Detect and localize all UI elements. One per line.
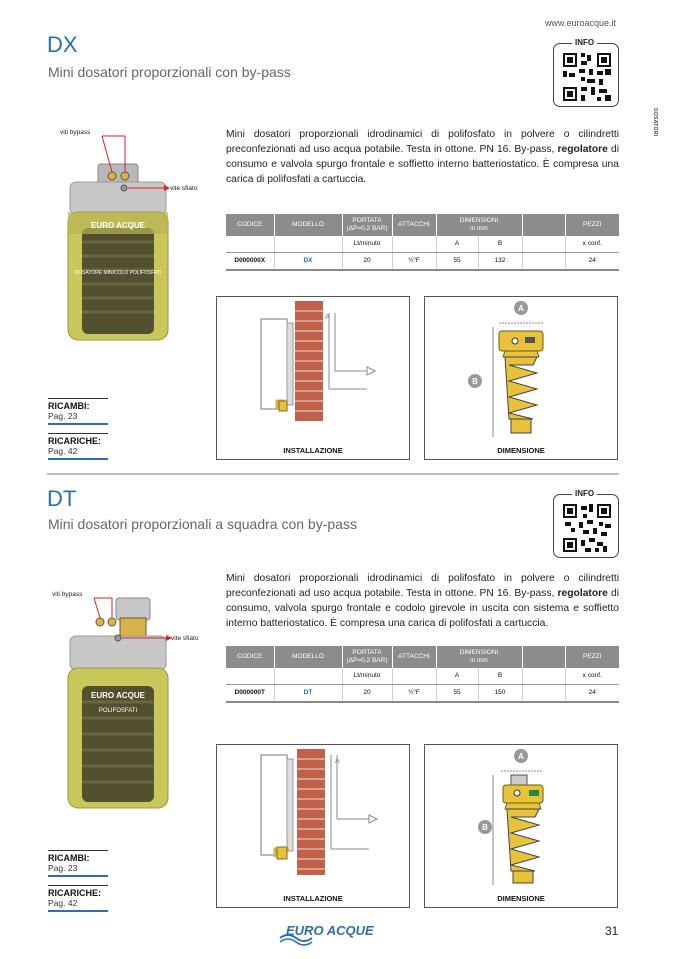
qr-code-info[interactable]	[553, 489, 619, 558]
qr-code-info[interactable]	[553, 38, 619, 107]
col-pezzi: PEZZI	[565, 214, 619, 236]
dimension-marker-a: A	[518, 752, 524, 761]
section-dt	[0, 478, 678, 918]
col-attacchi: ATTACCHI	[392, 214, 436, 236]
dosatore-dt-illustration	[38, 591, 199, 813]
col-dimensioni: DIMENSIONI in mm	[436, 214, 522, 236]
ricariche-link[interactable]: RICARICHE: Pag. 42	[48, 433, 108, 460]
ricambi-link[interactable]: RICAMBI: Pag. 23	[48, 850, 108, 877]
spec-table	[226, 214, 619, 271]
ricambi-block	[48, 398, 108, 468]
product-subtitle: Mini dosatori proporzionali a squadra con by-pass	[48, 516, 357, 532]
callout-vite-sfiato-dt: vite sfiato	[171, 635, 199, 642]
site-url[interactable]: www.euroacque.it	[544, 18, 616, 28]
col-dimensioni: DIMENSIONI in mm	[436, 646, 522, 668]
callout-viti-bypass-dt: viti bypass	[52, 591, 83, 598]
euroacque-logo	[278, 918, 388, 944]
col-portata: PORTATA (ΔP=0,2 BAR)	[342, 214, 392, 236]
section-dx	[0, 0, 678, 475]
spec-unit-row: Lt/minuto A B x conf.	[226, 236, 619, 252]
qr-info-label: INFO	[572, 38, 597, 47]
svg-text:A: A	[325, 314, 330, 321]
dimension-diagram	[424, 296, 618, 460]
product-image-dt	[38, 591, 199, 813]
description-bold: regolatore	[557, 144, 608, 155]
col-pezzi: PEZZI	[565, 646, 619, 668]
qr-code-icon	[563, 53, 611, 101]
spec-header-row	[226, 646, 619, 668]
col-empty	[522, 646, 565, 668]
dimension-drawing	[425, 297, 617, 441]
page-number: 31	[605, 924, 619, 938]
dimension-marker-b: B	[482, 823, 488, 832]
dosatore-dx-illustration	[38, 124, 198, 344]
installation-drawing	[217, 297, 409, 437]
qr-info-label: INFO	[572, 489, 597, 498]
ricambi-block	[48, 850, 108, 920]
ricariche-link[interactable]: RICARICHE: Pag. 42	[48, 885, 108, 912]
product-label-ring-dt: EURO ACQUE	[91, 691, 145, 700]
callout-vite-sfiato-dx: vite sfiato	[170, 185, 198, 192]
col-codice: CODICE	[226, 646, 274, 668]
dimension-marker-b: B	[472, 377, 478, 386]
product-code-title: DT	[47, 486, 77, 511]
spec-header-row	[226, 214, 619, 236]
dimension-label: DIMENSIONE	[497, 894, 545, 903]
logo-text: EURO ACQUE	[286, 923, 374, 938]
col-empty	[522, 214, 565, 236]
qr-code-icon	[563, 504, 611, 552]
dimension-label: DIMENSIONE	[497, 446, 545, 455]
installation-diagram	[216, 744, 410, 908]
col-attacchi: ATTACCHI	[392, 646, 436, 668]
spec-unit-row: Lt/minuto A B x conf.	[226, 668, 619, 684]
installation-diagram	[216, 296, 410, 460]
product-description: Mini dosatori proporzionali idrodinamici di polifosfato in polvere o cilindretti preconfezionati ad uso acqua potabile. Testa in ottone. PN 16. By-pass, regolatore di consumo e valvola spurgo frontale e soffietto interno batteriostatico. È compresa una carica di polifosfati a cartuccia.	[226, 129, 619, 185]
dimension-marker-a: A	[518, 304, 524, 313]
installation-label: INSTALLAZIONE	[283, 446, 343, 455]
product-subtitle: Mini dosatori proporzionali con by-pass	[48, 64, 291, 80]
spec-table	[226, 646, 619, 703]
callout-viti-bypass-dx: viti bypass	[60, 129, 91, 136]
product-image-dx	[38, 124, 198, 344]
section-divider	[47, 473, 619, 475]
product-description: Mini dosatori proporzionali idrodinamici di polifosfato in polvere o cilindretti preconfezionati ad uso acqua potabile. Testa in ottone. PN 16. By-pass, regolatore di consumo, valvola spurgo frontale e codolo girevole in uscita con sistema e soffietto interno batteriostatico. È compresa una carica di polifosfati a cartuccia.	[226, 573, 619, 629]
table-row: D000000X DX 20 ½"F 55 132 24	[226, 252, 619, 270]
installation-drawing	[217, 745, 409, 885]
svg-text:A: A	[335, 758, 340, 765]
side-label: DOSATORI	[652, 108, 658, 137]
installation-label: INSTALLAZIONE	[283, 894, 343, 903]
dimension-diagram	[424, 744, 618, 908]
description-bold: regolatore	[557, 588, 608, 599]
col-codice: CODICE	[226, 214, 274, 236]
col-modello: MODELLO	[274, 214, 342, 236]
col-portata: PORTATA (ΔP=0,2 BAR)	[342, 646, 392, 668]
ricambi-link[interactable]: RICAMBI: Pag. 23	[48, 398, 108, 425]
product-label-band-dx: DOSATORE MINICOLO POLIFOSFATI	[74, 270, 162, 276]
table-row: D000000T DT 20 ½"F 55 150 24	[226, 684, 619, 702]
product-label-band-dt: POLIFOSFATI	[98, 708, 138, 714]
col-modello: MODELLO	[274, 646, 342, 668]
product-label-ring-dx: EURO ACQUE	[91, 221, 145, 230]
dimension-drawing	[425, 745, 617, 889]
product-code-title: DX	[47, 32, 78, 57]
